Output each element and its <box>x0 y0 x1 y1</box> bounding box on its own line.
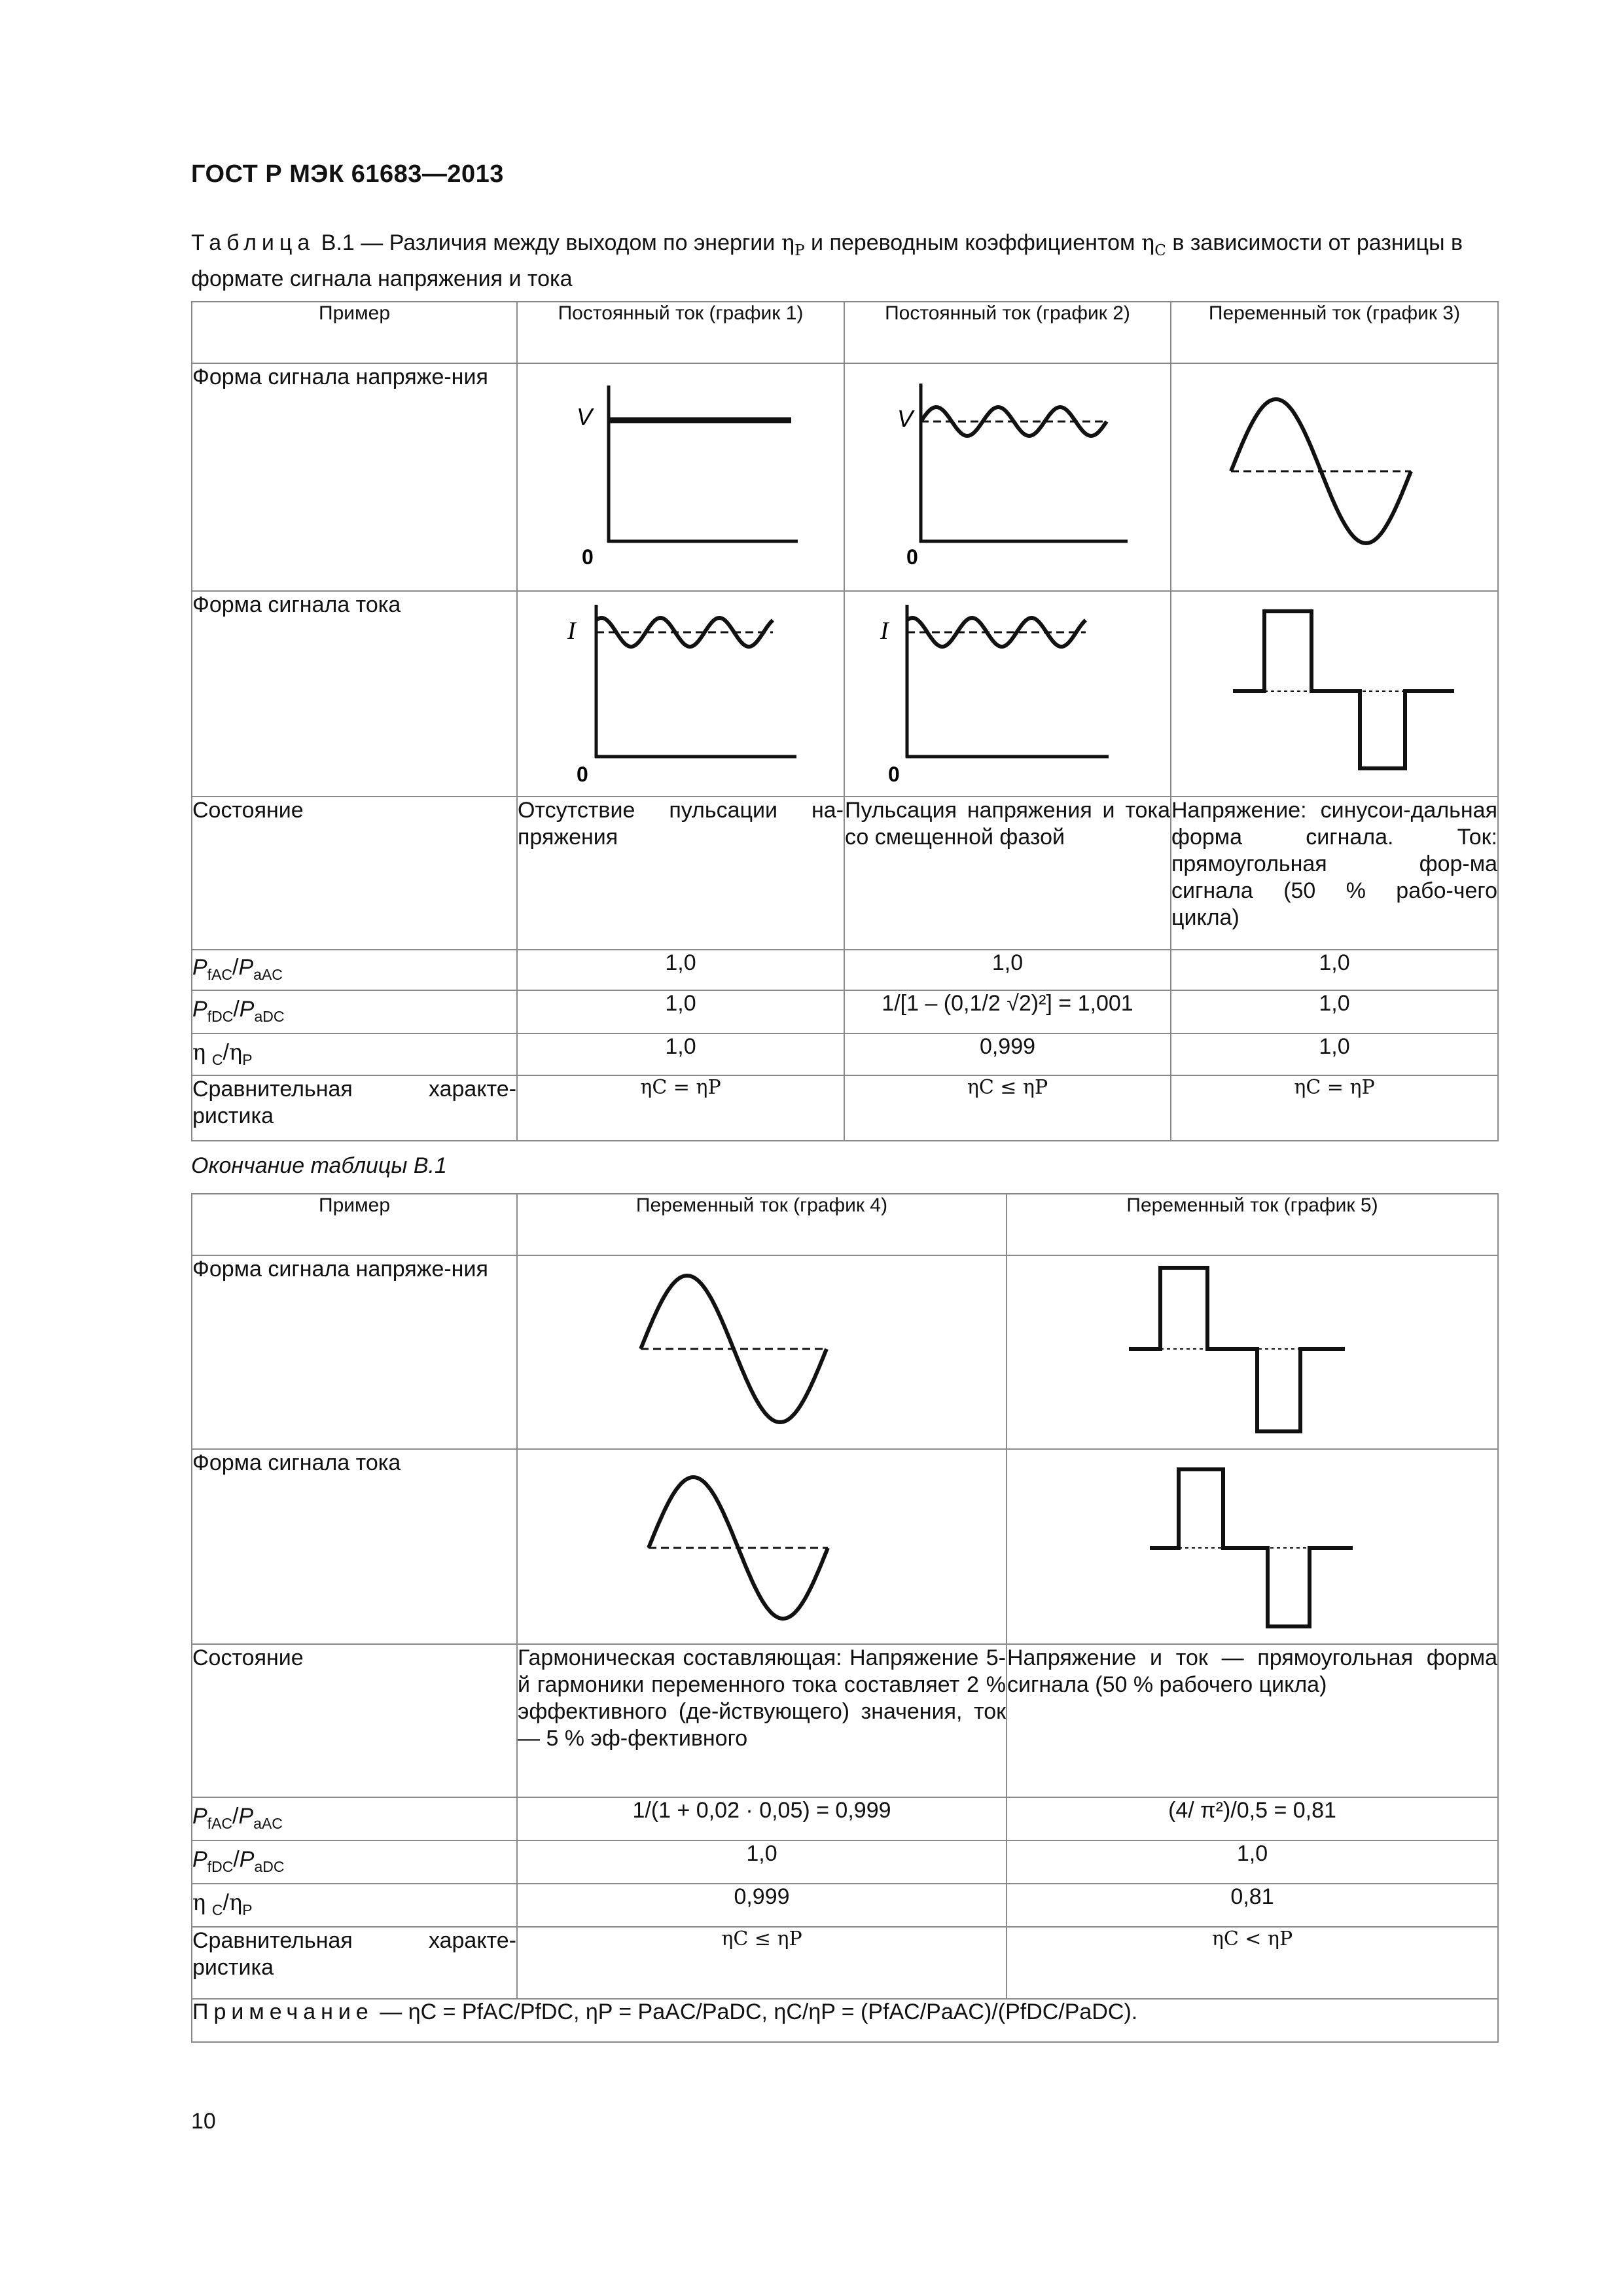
row-label: Состояние <box>192 797 517 950</box>
row-label-ratio-eta: η $_C/\eta_P$ <box>192 1033 517 1075</box>
axis-label-zero: 0 <box>577 762 588 786</box>
state-cell: Гармоническая составляющая: Напряжение 5-й гармоники переменного тока составляет 2 % эффективного (де-йствующего) значения, ток — 5 % эф-фективного <box>517 1644 1007 1797</box>
figure-cell <box>517 363 844 591</box>
table-b1-continued <box>191 1193 1499 2043</box>
comparison-cell: ηC = ηP <box>1171 1075 1498 1141</box>
ac-square-current-graph <box>1171 592 1499 796</box>
row-label-ratio-dc: $P_{fDC}/P_{aDC}$ <box>192 1840 517 1884</box>
caption-text-1: Различия между выходом по энергии <box>389 230 776 255</box>
value-cell: 1,0 <box>1171 1033 1498 1075</box>
value-cell: 1,0 <box>1007 1840 1498 1884</box>
header-cell: Постоянный ток (график 2) <box>844 302 1171 363</box>
ratio-eta-row <box>192 1033 1498 1075</box>
table-header-row <box>192 302 1498 363</box>
state-row <box>192 797 1498 950</box>
figure-cell <box>844 591 1171 797</box>
header-cell: Пример <box>192 1194 517 1255</box>
table-note <box>192 1999 1498 2042</box>
ratio-dc-row <box>192 990 1498 1033</box>
value-cell: 0,81 <box>1007 1884 1498 1927</box>
header-cell: Переменный ток (график 4) <box>517 1194 1007 1255</box>
figure-cell <box>1007 1449 1498 1644</box>
dc-ripple-current-graph <box>518 592 845 796</box>
figure-cell <box>517 1255 1007 1449</box>
value-cell: 1,0 <box>517 950 844 990</box>
value-cell: 0,999 <box>844 1033 1171 1075</box>
ratio-eta-row <box>192 1884 1498 1927</box>
ac-sine-voltage-graph <box>1171 364 1499 590</box>
caption-number: В.1 <box>321 230 355 255</box>
row-label-ratio-dc: $P_{fDC}/P_{aDC}$ <box>192 990 517 1033</box>
table-b1 <box>191 301 1499 1141</box>
voltage-waveform-row <box>192 363 1498 591</box>
comparison-row <box>192 1927 1498 1999</box>
ac-square-voltage-graph <box>1007 1256 1499 1448</box>
page-number: 10 <box>191 2109 216 2134</box>
value-cell: 1,0 <box>517 990 844 1033</box>
dc-ripple-voltage-graph <box>845 364 1171 590</box>
comparison-cell: ηC < ηP <box>1007 1927 1498 1999</box>
comparison-cell: ηC ≤ ηP <box>517 1927 1007 1999</box>
state-cell: Отсутствие пульсации на-пряжения <box>517 797 844 950</box>
voltage-waveform-row <box>192 1255 1498 1449</box>
value-cell: 0,999 <box>517 1884 1007 1927</box>
figure-cell <box>517 591 844 797</box>
dc-shifted-current-graph <box>845 592 1171 796</box>
ratio-ac-row <box>192 1797 1498 1840</box>
note-text: — ηC = PfAC/PfDC, ηP = PaAC/PaDC, ηC/ηP = (PfAC/PaAC)/(PfDC/PaDC). <box>380 2000 1138 2024</box>
ac-harmonic-current-graph <box>518 1450 1007 1643</box>
current-waveform-row <box>192 1449 1498 1644</box>
ac-harmonic-voltage-graph <box>518 1256 1007 1448</box>
figure-cell <box>844 363 1171 591</box>
axis-label-i: I <box>567 617 576 645</box>
state-row <box>192 1644 1498 1797</box>
value-cell: 1,0 <box>517 1033 844 1075</box>
document-header: ГОСТ Р МЭК 61683—2013 <box>191 160 504 188</box>
caption-text-3: в зависимости от разницы в формате сигнала напряжения и тока <box>191 230 1463 291</box>
axis-label-zero: 0 <box>888 762 900 786</box>
value-cell: 1,0 <box>844 950 1171 990</box>
ac-square-current-graph <box>1007 1450 1499 1643</box>
caption-dash: — <box>361 230 383 255</box>
value-cell: 1,0 <box>1171 950 1498 990</box>
comparison-cell: ηC ≤ ηP <box>844 1075 1171 1141</box>
state-cell: Напряжение: синусои-дальная форма сигнала. Ток: прямоугольная фор-ма сигнала (50 % рабо-чего цикла) <box>1171 797 1498 950</box>
table-caption <box>191 229 1500 293</box>
axis-label-i: I <box>880 617 889 645</box>
figure-cell <box>517 1449 1007 1644</box>
current-waveform-row <box>192 591 1498 797</box>
value-cell: 1,0 <box>1171 990 1498 1033</box>
figure-cell <box>1171 363 1498 591</box>
comparison-cell: ηC = ηP <box>517 1075 844 1141</box>
row-label: Форма сигнала напряже-ния <box>192 1255 517 1449</box>
value-cell: 1/[1 – (0,1/2 √2)²] = 1,001 <box>844 990 1171 1033</box>
state-cell: Пульсация напряжения и тока со смещенной фазой <box>844 797 1171 950</box>
header-cell: Пример <box>192 302 517 363</box>
header-cell: Переменный ток (график 3) <box>1171 302 1498 363</box>
value-cell: 1/(1 + 0,02 · 0,05) = 0,999 <box>517 1797 1007 1840</box>
caption-word: Таблица <box>191 230 315 255</box>
row-label: Форма сигнала напряже-ния <box>192 363 517 591</box>
table-continuation-label: Окончание таблицы В.1 <box>191 1153 447 1178</box>
axis-label-v: V <box>897 405 914 432</box>
axis-label-v: V <box>577 403 593 430</box>
row-label-ratio-ac: $P_{fAC}/P_{aAC}$ <box>192 950 517 990</box>
table-header-row <box>192 1194 1498 1255</box>
ratio-ac-row <box>192 950 1498 990</box>
row-label: Сравнительная характе-ристика <box>192 1075 517 1141</box>
ratio-dc-row <box>192 1840 1498 1884</box>
state-cell: Напряжение и ток — прямоугольная форма сигнала (50 % рабочего цикла) <box>1007 1644 1498 1797</box>
caption-eta-p: $\eta_P$ <box>781 230 805 259</box>
comparison-row <box>192 1075 1498 1141</box>
figure-cell <box>1171 591 1498 797</box>
header-cell: Переменный ток (график 5) <box>1007 1194 1498 1255</box>
row-label-ratio-ac: $P_{fAC}/P_{aAC}$ <box>192 1797 517 1840</box>
row-label-ratio-eta: η $_C/\eta_P$ <box>192 1884 517 1927</box>
note-row <box>192 1999 1498 2042</box>
row-label: Состояние <box>192 1644 517 1797</box>
axis-label-zero: 0 <box>582 545 594 569</box>
figure-cell <box>1007 1255 1498 1449</box>
caption-eta-c: $\eta_C$ <box>1141 230 1166 259</box>
axis-label-zero: 0 <box>906 545 918 569</box>
row-label: Форма сигнала тока <box>192 1449 517 1644</box>
row-label: Сравнительная характе-ристика <box>192 1927 517 1999</box>
value-cell: (4/ π²)/0,5 = 0,81 <box>1007 1797 1498 1840</box>
row-label: Форма сигнала тока <box>192 591 517 797</box>
caption-text-2: и переводным коэффициентом <box>811 230 1135 255</box>
note-word: Примечание <box>192 2000 374 2024</box>
dc-constant-voltage-graph <box>518 364 845 590</box>
header-cell: Постоянный ток (график 1) <box>517 302 844 363</box>
value-cell: 1,0 <box>517 1840 1007 1884</box>
